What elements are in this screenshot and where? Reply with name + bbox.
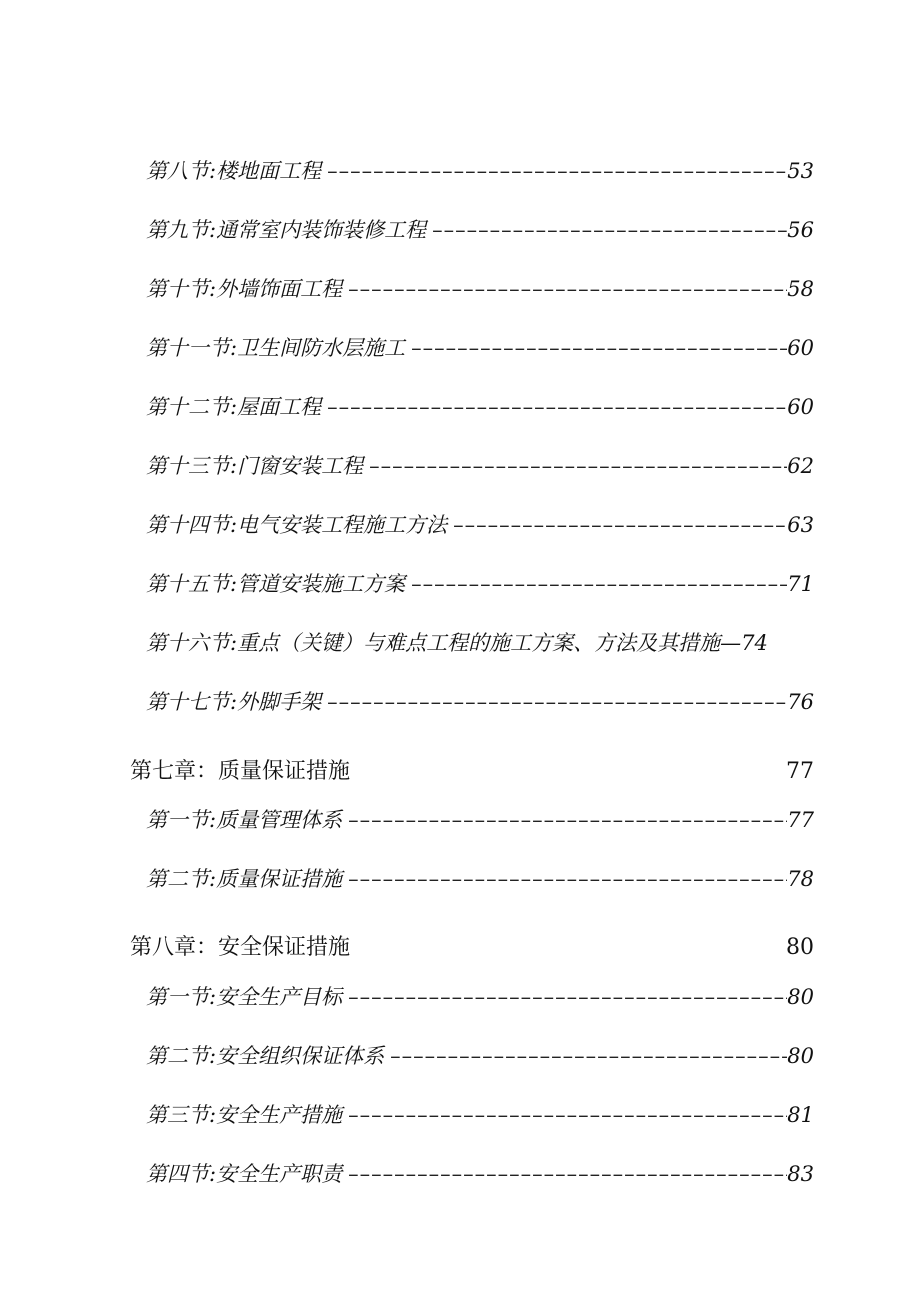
- dot-leader: [348, 985, 787, 1009]
- toc-entry-label: 第四节:安全生产职责: [146, 1162, 343, 1186]
- toc-entry-label: 第一节:质量管理体系: [146, 808, 343, 832]
- toc-entry[interactable]: [0, 391, 814, 421]
- dot-leader: [390, 1044, 787, 1068]
- toc-entry-label: 第十二节:屋面工程: [146, 395, 322, 419]
- toc-entry-label: 第八节:楼地面工程: [146, 159, 322, 183]
- toc-entry-label: 第二节:安全组织保证体系: [146, 1044, 385, 1068]
- toc-entry[interactable]: [0, 332, 814, 362]
- toc-entry[interactable]: [0, 214, 814, 244]
- toc-entry-label: 第十七节:外脚手架: [146, 690, 322, 714]
- toc-entry-label: 第十六节:重点（关键）与难点工程的施工方案、方法及其措施: [146, 631, 721, 655]
- toc-entry-label: 第十三节:门窗安装工程: [146, 454, 364, 478]
- dot-leader: [432, 218, 787, 242]
- toc-entry-page: 78: [787, 867, 814, 891]
- toc-chapter-label: 第八章：安全保证措施: [130, 935, 351, 960]
- toc-entry-page: 81: [787, 1103, 814, 1127]
- dot-leader: [348, 867, 787, 891]
- toc-entry[interactable]: [0, 804, 814, 834]
- toc-entry-page: 53: [787, 159, 814, 183]
- dot-leader: [411, 572, 787, 596]
- toc-entry-page: 80: [787, 1044, 814, 1068]
- toc-entry-dash: —: [720, 631, 742, 655]
- toc-entry[interactable]: [0, 450, 814, 480]
- dot-leader: [348, 1162, 787, 1186]
- dot-leader: [369, 454, 787, 478]
- toc-entry[interactable]: [0, 863, 814, 893]
- toc-entry-page: 71: [787, 572, 814, 596]
- toc-chapter-label: 第七章：质量保证措施: [130, 759, 351, 784]
- dot-leader: [327, 159, 787, 183]
- toc-entry-label: 第二节:质量保证措施: [146, 867, 343, 891]
- toc-entry-label: 第十五节:管道安装施工方案: [146, 572, 406, 596]
- toc-chapter-page: 80: [786, 935, 814, 960]
- toc-entry[interactable]: [0, 981, 814, 1011]
- dot-leader: [348, 1103, 787, 1127]
- dot-leader: [348, 277, 787, 301]
- toc-entry-page: 77: [787, 808, 814, 832]
- toc-entry[interactable]: [0, 568, 814, 598]
- toc-entry-page: 60: [787, 395, 814, 419]
- toc-entry-page: 80: [787, 985, 814, 1009]
- toc-entry-page: 63: [787, 513, 814, 537]
- toc-entry[interactable]: [0, 155, 814, 185]
- toc-entry[interactable]: [0, 273, 814, 303]
- toc-chapter[interactable]: [0, 754, 814, 785]
- toc-entry-label: 第十节:外墙饰面工程: [146, 277, 343, 301]
- toc-entry-page: 62: [787, 454, 814, 478]
- dot-leader: [327, 690, 787, 714]
- toc-entry[interactable]: [0, 686, 814, 716]
- toc-entry-page: 60: [787, 336, 814, 360]
- toc-entry[interactable]: [0, 1158, 814, 1188]
- toc-entry[interactable]: [0, 1040, 814, 1070]
- toc-entry-page: 83: [787, 1162, 814, 1186]
- toc-entry-page: 76: [787, 690, 814, 714]
- toc-entry-label: 第十四节:电气安装工程施工方法: [146, 513, 448, 537]
- toc-entry-page: 56: [787, 218, 814, 242]
- toc-entry-page: 74: [741, 631, 768, 655]
- toc-entry[interactable]: [0, 509, 814, 539]
- toc-chapter-page: 77: [786, 759, 814, 784]
- toc-entry-label: 第十一节:卫生间防水层施工: [146, 336, 406, 360]
- dot-leader: [327, 395, 787, 419]
- dot-leader: [453, 513, 787, 537]
- toc-entry-label: 第九节:通常室内装饰装修工程: [146, 218, 427, 242]
- dot-leader: [411, 336, 787, 360]
- toc-entry-page: 58: [787, 277, 814, 301]
- toc-entry-label: 第一节:安全生产目标: [146, 985, 343, 1009]
- toc-entry-label: 第三节:安全生产措施: [146, 1103, 343, 1127]
- toc-entry[interactable]: [0, 1099, 814, 1129]
- toc-entry[interactable]: [0, 627, 800, 657]
- toc-chapter[interactable]: [0, 930, 814, 961]
- dot-leader: [348, 808, 787, 832]
